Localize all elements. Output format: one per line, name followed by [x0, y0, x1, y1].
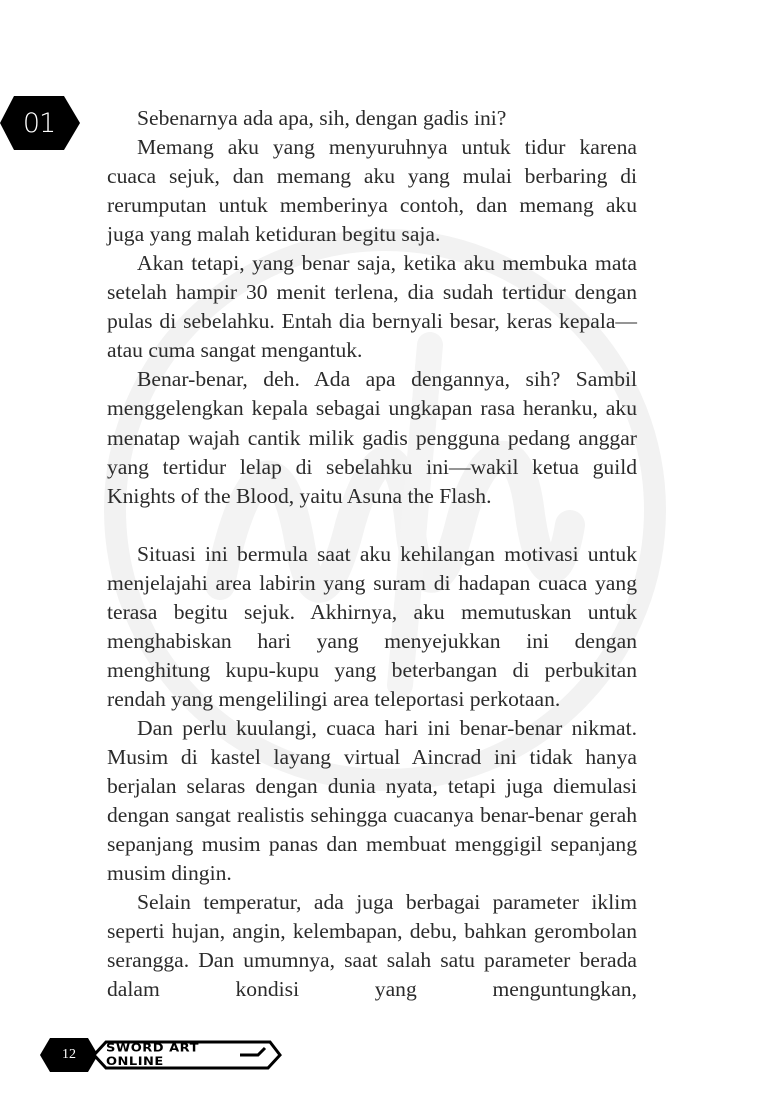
- page-footer: [40, 1037, 285, 1073]
- paragraph: Situasi ini bermula saat aku kehilangan motivasi untuk menjelajahi area labirin yang suram di hadapan cuaca yang terasa begitu sejuk. Akhirnya, aku memutuskan untuk menghabiskan hari yang menyejukkan ini dengan menghitung kupu-kupu yang beterbangan di perbukitan rendah yang mengelilingi area teleportasi perkotaan.: [107, 541, 637, 711]
- paragraph: Sebenarnya ada apa, sih, dengan gadis ini?: [137, 106, 507, 130]
- body-text: [107, 104, 637, 1004]
- section-break: [107, 511, 637, 540]
- series-title-logo: SWORD ART ONLINE: [106, 1041, 199, 1069]
- paragraph: Selain temperatur, ada juga berbagai parameter iklim seperti hujan, angin, kelembapan, debu, bahkan gerombolan serangga. Dan umumnya, saat salah satu parameter berada dalam kondisi yang menguntungkan,: [107, 890, 637, 1002]
- paragraph: Benar-benar, deh. Ada apa dengannya, sih? Sambil menggelengkan kepala sebagai ungkapan rasa heranku, aku menatap wajah cantik milik gadis pengguna pedang anggar yang tertidur lelap di sebelahku ini—wakil ketua guild Knights of the Blood, yaitu Asuna the Flash.: [107, 367, 637, 508]
- paragraph: Akan tetapi, yang benar saja, ketika aku membuka mata setelah hampir 30 menit terlena, dia sudah tertidur dengan pulas di sebelahku. Entah dia bernyali besar, keras kepala—atau cuma sangat mengantuk.: [107, 251, 637, 363]
- chapter-badge: [0, 96, 82, 150]
- paragraph: Dan perlu kuulangi, cuaca hari ini benar-benar nikmat. Musim di kastel layang virtual Aincrad ini tidak hanya berjalan selaras dengan dunia nyata, tetapi juga diemulasi dengan sangat realistis sehingga cuacanya benar-benar gerah sepanjang musim panas dan membuat menggigil sepanjang musim dingin.: [107, 715, 637, 886]
- chapter-number: 01: [22, 107, 56, 139]
- page-number: 12: [62, 1047, 76, 1062]
- paragraph: Memang aku yang menyuruhnya untuk tidur karena cuaca sejuk, dan memang aku yang mulai berbaring di rerumputan untuk memberinya contoh, dan memang aku juga yang malah ketiduran begitu saja.: [107, 135, 637, 247]
